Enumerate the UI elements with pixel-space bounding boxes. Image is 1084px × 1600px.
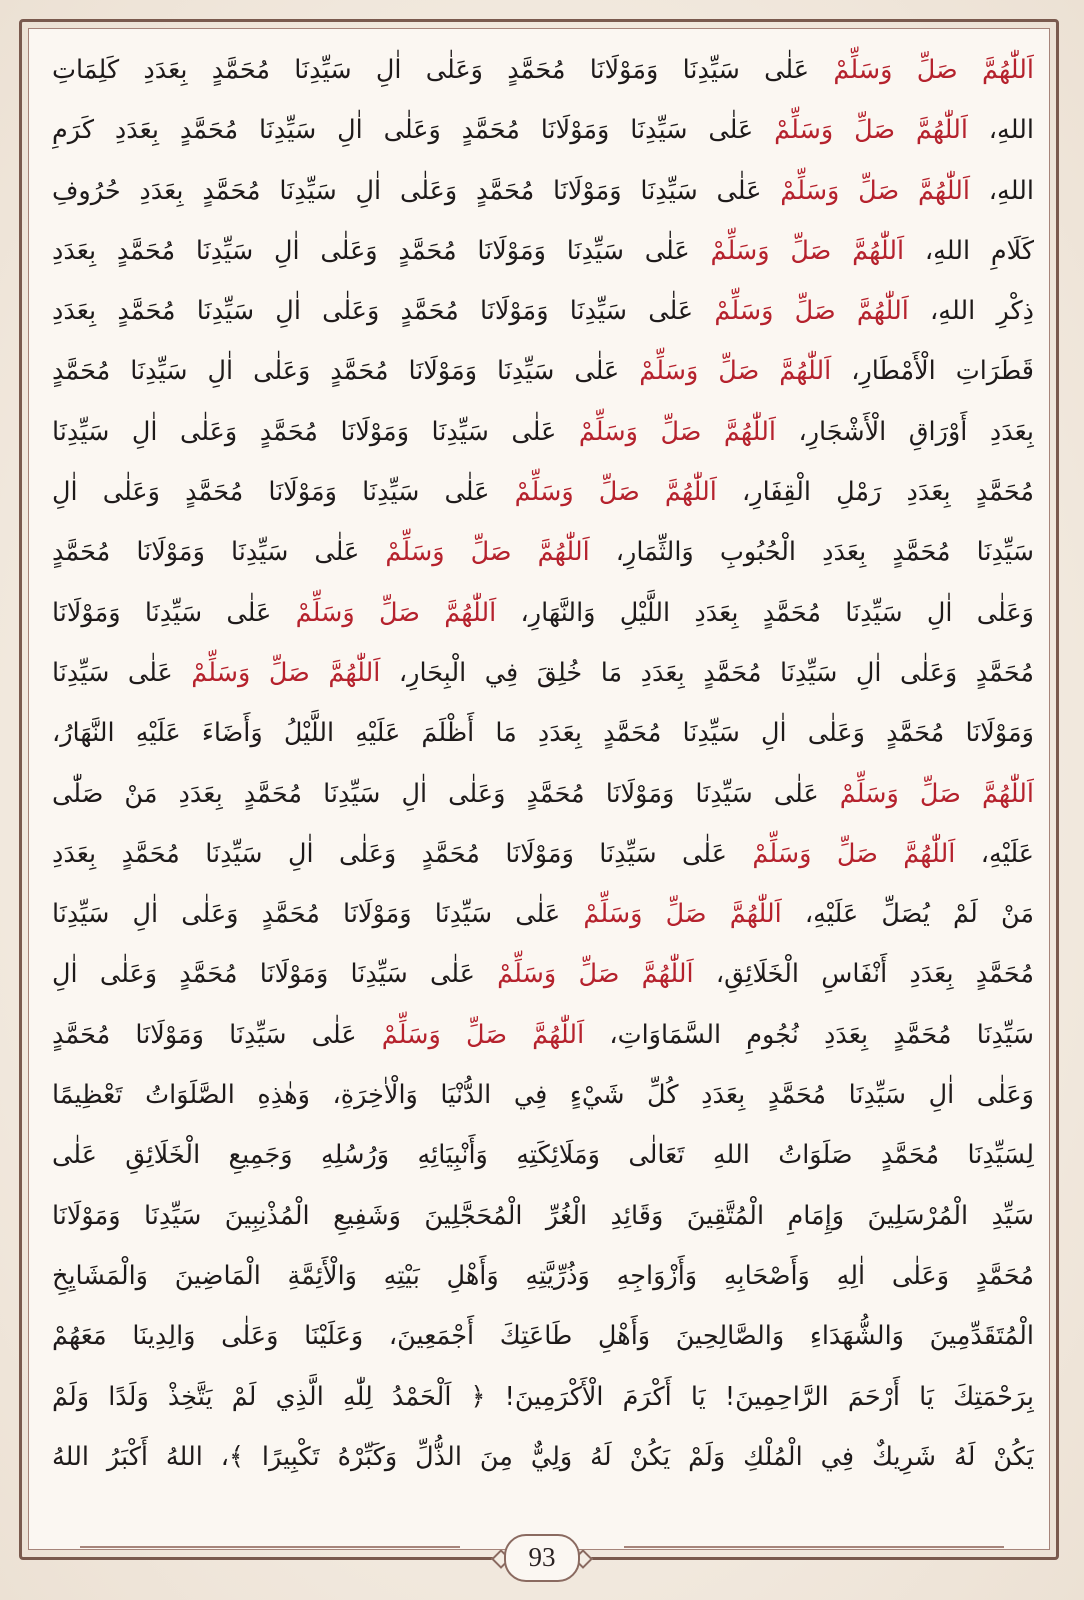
text-segment: سَيِّدِنَا مُحَمَّدٍ بِعَدَدِ الْحُبُوبِ وَالثِّمَارِ، bbox=[589, 537, 1034, 568]
salawat-highlight: اَللّٰهُمَّ صَلِّ وَسَلِّمْ bbox=[385, 537, 590, 568]
text-line bbox=[52, 100, 1034, 160]
page-number: 93 bbox=[528, 1542, 556, 1572]
text-segment: مَنْ لَمْ يُصَلِّ عَلَيْهِ، bbox=[781, 899, 1034, 930]
salawat-highlight: اَللّٰهُمَّ صَلِّ وَسَلِّمْ bbox=[583, 899, 782, 930]
salawat-highlight: اَللّٰهُمَّ صَلِّ وَسَلِّمْ bbox=[514, 477, 717, 508]
text-line bbox=[52, 1246, 1034, 1306]
text-line bbox=[52, 1065, 1034, 1125]
text-line bbox=[52, 402, 1034, 462]
salawat-highlight: اَللّٰهُمَّ صَلِّ وَسَلِّمْ bbox=[780, 175, 970, 206]
text-line bbox=[52, 824, 1034, 884]
text-segment: عَلٰى سَيِّدِنَا وَمَوْلَانَا مُحَمَّدٍ وَعَلٰى اٰلِ سَيِّدِنَا bbox=[52, 899, 584, 930]
text-line bbox=[52, 944, 1034, 1004]
text-segment: عَلٰى سَيِّدِنَا وَمَوْلَانَا مُحَمَّدٍ bbox=[52, 537, 386, 568]
text-segment: عَلٰى سَيِّدِنَا وَمَوْلَانَا مُحَمَّدٍ وَعَلٰى اٰلِ سَيِّدِنَا bbox=[52, 416, 579, 447]
text-segment: كَلَامِ اللهِ، bbox=[904, 235, 1034, 266]
text-line bbox=[52, 884, 1034, 944]
salawat-highlight: اَللّٰهُمَّ صَلِّ وَسَلِّمْ bbox=[833, 55, 1034, 85]
text-segment: عَلٰى سَيِّدِنَا وَمَوْلَانَا مُحَمَّدٍ وَعَلٰى اٰلِ سَيِّدِنَا مُحَمَّدٍ بِعَدَدِ bbox=[52, 838, 753, 869]
text-segment: عَلٰى سَيِّدِنَا وَمَوْلَانَا مُحَمَّدٍ وَعَلٰى اٰلِ سَيِّدِنَا مُحَمَّدٍ بِعَدَدِ كَرَمِ bbox=[52, 115, 775, 146]
text-segment: مُحَمَّدٍ وَعَلٰى اٰلِ سَيِّدِنَا مُحَمَّدٍ بِعَدَدِ مَا خُلِقَ فِي الْبِحَارِ، bbox=[380, 657, 1034, 688]
page-number-ornament bbox=[496, 1528, 588, 1588]
salawat-highlight: اَللّٰهُمَّ صَلِّ وَسَلِّمْ bbox=[710, 235, 905, 266]
text-segment: عَلٰى سَيِّدِنَا bbox=[52, 657, 192, 688]
text-line bbox=[52, 1367, 1034, 1427]
text-segment: قَطَرَاتِ الْأَمْطَارِ، bbox=[831, 356, 1034, 387]
text-segment: عَلَيْهِ، bbox=[955, 838, 1034, 869]
text-line bbox=[52, 341, 1034, 401]
text-segment: اللهِ، bbox=[970, 175, 1034, 206]
text-line bbox=[52, 1005, 1034, 1065]
text-segment: وَمَوْلَانَا مُحَمَّدٍ وَعَلٰى اٰلِ سَيِّدِنَا مُحَمَّدٍ بِعَدَدِ مَا أَظْلَمَ عَلَيْهِ اللَّيْلُ وَأَضَاءَ عَلَيْهِ النَّهَارُ، bbox=[52, 718, 1034, 749]
text-segment: عَلٰى سَيِّدِنَا وَمَوْلَانَا مُحَمَّدٍ وَعَلٰى اٰلِ سَيِّدِنَا مُحَمَّدٍ bbox=[52, 356, 640, 387]
text-line bbox=[52, 522, 1034, 582]
text-segment: ذِكْرِ اللهِ، bbox=[908, 296, 1034, 327]
text-line bbox=[52, 281, 1034, 341]
text-segment: وَعَلٰى اٰلِ سَيِّدِنَا مُحَمَّدٍ بِعَدَدِ كُلِّ شَيْءٍ فِي الدُّنْيَا وَالْاٰخِرَةِ، وَهٰذِهِ الصَّلَوَاتُ تَعْظِيمًا bbox=[52, 1080, 1034, 1111]
text-line bbox=[52, 643, 1034, 703]
footer-ornament-left bbox=[80, 1546, 460, 1548]
text-segment: عَلٰى سَيِّدِنَا وَمَوْلَانَا مُحَمَّدٍ وَعَلٰى اٰلِ سَيِّدِنَا مُحَمَّدٍ بِعَدَدِ حُرُوفِ bbox=[52, 175, 781, 206]
text-segment: اللهِ، bbox=[967, 115, 1034, 146]
text-segment: عَلٰى سَيِّدِنَا وَمَوْلَانَا مُحَمَّدٍ bbox=[52, 1019, 382, 1050]
text-segment: مُحَمَّدٍ بِعَدَدِ رَمْلِ الْقِفَارِ، bbox=[716, 477, 1034, 508]
text-line bbox=[52, 1125, 1034, 1185]
salawat-highlight: اَللّٰهُمَّ صَلِّ وَسَلِّمْ bbox=[639, 356, 832, 387]
text-segment: لِسَيِّدِنَا مُحَمَّدٍ صَلَوَاتُ اللهِ تَعَالٰى وَمَلَائِكَتِهِ وَأَنْبِيَائِهِ وَرُسُلِهِ وَجَمِيعِ الْخَلَائِقِ عَلٰى bbox=[52, 1140, 1034, 1171]
text-segment: يَكُنْ لَهُ شَرِيكٌ فِي الْمُلْكِ وَلَمْ يَكُنْ لَهُ وَلِيٌّ مِنَ الذُّلِّ وَكَبِّرْهُ تَكْبِيرًا ﴾، اللهُ أَكْبَرُ اللهُ bbox=[52, 1441, 1034, 1472]
salawat-highlight: اَللّٰهُمَّ صَلِّ وَسَلِّمْ bbox=[578, 416, 776, 447]
prayer-text-block bbox=[52, 40, 1034, 1487]
text-segment: عَلٰى سَيِّدِنَا وَمَوْلَانَا مُحَمَّدٍ وَعَلٰى اٰلِ bbox=[52, 959, 498, 990]
text-line bbox=[52, 1306, 1034, 1366]
salawat-highlight: اَللّٰهُمَّ صَلِّ وَسَلِّمْ bbox=[381, 1019, 585, 1050]
footer-ornament-right bbox=[624, 1546, 1004, 1548]
text-segment: سَيِّدِ الْمُرْسَلِينَ وَإِمَامِ الْمُتَّقِينَ وَقَائِدِ الْغُرِّ الْمُحَجَّلِينَ وَشَفِيعِ الْمُذْنِبِينَ سَيِّدِنَا وَمَوْلَانَا bbox=[52, 1200, 1034, 1231]
text-segment: بِعَدَدِ أَوْرَاقِ الْأَشْجَارِ، bbox=[775, 416, 1034, 447]
salawat-highlight: اَللّٰهُمَّ صَلِّ وَسَلِّمْ bbox=[774, 115, 968, 146]
salawat-highlight: اَللّٰهُمَّ صَلِّ وَسَلِّمْ bbox=[839, 778, 1034, 809]
salawat-highlight: اَللّٰهُمَّ صَلِّ وَسَلِّمْ bbox=[752, 838, 956, 869]
text-line bbox=[52, 764, 1034, 824]
salawat-highlight: اَللّٰهُمَّ صَلِّ وَسَلِّمْ bbox=[295, 597, 497, 628]
text-segment: عَلٰى سَيِّدِنَا وَمَوْلَانَا مُحَمَّدٍ وَعَلٰى اٰلِ سَيِّدِنَا مُحَمَّدٍ بِعَدَدِ bbox=[52, 235, 711, 266]
text-segment: عَلٰى سَيِّدِنَا وَمَوْلَانَا مُحَمَّدٍ وَعَلٰى اٰلِ bbox=[52, 477, 515, 508]
text-line bbox=[52, 462, 1034, 522]
text-line bbox=[52, 1427, 1034, 1487]
text-line bbox=[52, 1186, 1034, 1246]
text-segment: عَلٰى سَيِّدِنَا وَمَوْلَانَا مُحَمَّدٍ وَعَلٰى اٰلِ سَيِّدِنَا مُحَمَّدٍ بِعَدَدِ مَنْ صَلّٰى bbox=[52, 778, 840, 809]
text-line bbox=[52, 40, 1034, 100]
salawat-highlight: اَللّٰهُمَّ صَلِّ وَسَلِّمْ bbox=[714, 296, 909, 327]
text-line bbox=[52, 583, 1034, 643]
salawat-highlight: اَللّٰهُمَّ صَلِّ وَسَلِّمْ bbox=[191, 657, 381, 688]
text-segment: بِرَحْمَتِكَ يَا أَرْحَمَ الرَّاحِمِينَ! يَا أَكْرَمَ الْأَكْرَمِينَ! ﴿ اَلْحَمْدُ لِلّٰهِ الَّذِي لَمْ يَتَّخِذْ وَلَدًا وَلَمْ bbox=[52, 1381, 1034, 1412]
text-segment: الْمُتَقَدِّمِينَ وَالشُّهَدَاءِ وَالصَّالِحِينَ وَأَهْلِ طَاعَتِكَ أَجْمَعِينَ، وَعَلَيْنَا وَعَلٰى وَالِدِينَا مَعَهُمْ bbox=[52, 1321, 1034, 1352]
salawat-highlight: اَللّٰهُمَّ صَلِّ وَسَلِّمْ bbox=[497, 959, 694, 990]
text-segment: مُحَمَّدٍ بِعَدَدِ أَنْفَاسِ الْخَلَائِقِ، bbox=[693, 959, 1034, 990]
text-line bbox=[52, 703, 1034, 763]
text-segment: عَلٰى سَيِّدِنَا وَمَوْلَانَا مُحَمَّدٍ وَعَلٰى اٰلِ سَيِّدِنَا مُحَمَّدٍ بِعَدَدِ bbox=[52, 296, 715, 327]
text-line bbox=[52, 221, 1034, 281]
text-segment: مُحَمَّدٍ وَعَلٰى اٰلِهِ وَأَصْحَابِهِ وَأَزْوَاجِهِ وَذُرِّيَّتِهِ وَأَهْلِ بَيْتِهِ وَالْأَئِمَّةِ الْمَاضِينَ وَالْمَشَايِخِ bbox=[52, 1260, 1034, 1291]
text-segment: عَلٰى سَيِّدِنَا وَمَوْلَانَا bbox=[52, 597, 296, 628]
text-segment: سَيِّدِنَا مُحَمَّدٍ بِعَدَدِ نُجُومِ السَّمَاوَاتِ، bbox=[584, 1019, 1034, 1050]
text-line bbox=[52, 161, 1034, 221]
text-segment: وَعَلٰى اٰلِ سَيِّدِنَا مُحَمَّدٍ بِعَدَدِ اللَّيْلِ وَالنَّهَارِ، bbox=[496, 597, 1034, 628]
text-segment: عَلٰى سَيِّدِنَا وَمَوْلَانَا مُحَمَّدٍ وَعَلٰى اٰلِ سَيِّدِنَا مُحَمَّدٍ بِعَدَدِ كَلِمَاتِ bbox=[52, 55, 834, 85]
